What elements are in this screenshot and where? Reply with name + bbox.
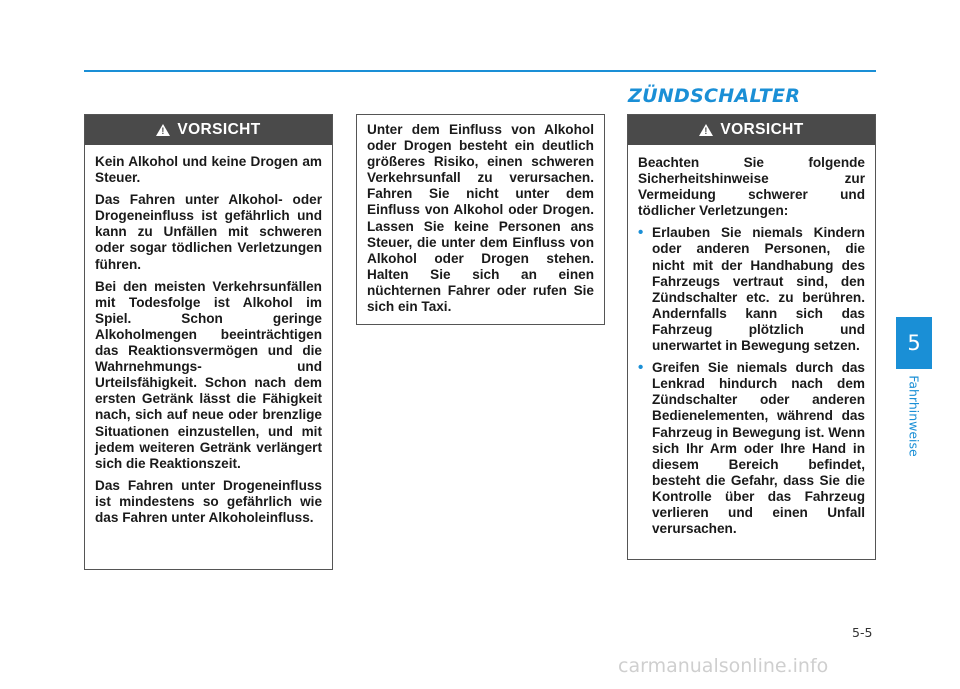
paragraph: Bei den meisten Verkehrsunfällen mit Todesfolge ist Alkohol im Spiel. Schon geringe Alkoholmengen beeinträchtigen das Reaktionsvermögen und die Wahrnehmungs- und Urteilsfähigkeit. Schon nach dem ersten Getränk lässt die Fähigkeit nach, sich auf neue oder brenzlige Situationen einzustellen, und mit jedem weiteren Getränk verlängert sich die Reaktionszeit. — [95, 278, 322, 471]
warning-box-body — [85, 145, 332, 540]
warning-box-title: VORSICHT — [720, 121, 804, 138]
bullet-list — [638, 225, 865, 537]
warning-box-header — [628, 115, 875, 145]
intro-paragraph: Beachten Sie folgende Sicherheitshinweise zur Vermeidung schwerer und tödlicher Verletzungen: — [638, 155, 865, 219]
list-item: • Greifen Sie niemals durch das Lenkrad hindurch nach dem Zündschalter oder anderen Bedienelementen, während das Fahrzeug in Bewegung ist. Wenn sich Ihr Arm oder Ihre Hand in diesem Bereich befindet, besteht die Gefahr, dass Sie die Kontrolle über das Fahrzeug verlieren und einen Unfall verursachen. — [638, 360, 865, 537]
paragraph: Das Fahren unter Drogeneinfluss ist mindestens so gefährlich wie das Fahren unter Alkoholeinfluss. — [95, 477, 322, 525]
paragraph: Unter dem Einfluss von Alkohol oder Drogen besteht ein deutlich größeres Risiko, einen schweren Verkehrsunfall zu verursachen. Fahren Sie nicht unter dem Einfluss von Alkohol oder Drogen. Lassen Sie keine Personen ans Steuer, die unter dem Einfluss von Alkohol oder Drogen stehen. Halten Sie sich an einen nüchternen Fahrer oder rufen Sie sich ein Taxi. — [367, 122, 594, 315]
warning-box-continuation — [356, 114, 605, 325]
warning-box-left — [84, 114, 333, 570]
paragraph: Das Fahren unter Alkohol- oder Drogeneinfluss ist gefährlich und kann zu Unfällen mit schweren oder sogar tödlichen Verletzungen führen. — [95, 192, 322, 272]
header-rule — [84, 70, 876, 72]
warning-box-right — [627, 114, 876, 560]
warning-box-header — [85, 115, 332, 145]
paragraph: Kein Alkohol und keine Drogen am Steuer. — [95, 154, 322, 186]
section-title: ZÜNDSCHALTER — [628, 85, 801, 107]
watermark: carmanualsonline.info — [618, 655, 829, 677]
chapter-tab: 5 — [896, 317, 932, 369]
warning-triangle-icon: ! — [156, 124, 170, 136]
chapter-tab-label: Fahrhinweise — [906, 375, 922, 457]
warning-box-title: VORSICHT — [177, 121, 261, 138]
warning-triangle-icon: ! — [699, 124, 713, 136]
list-item: • Erlauben Sie niemals Kindern oder anderen Personen, die nicht mit der Handhabung des Fahrzeugs vertraut sind, den Zündschalter etc. zu berühren. Andernfalls kann sich das Fahrzeug plötzlich und unerwartet in Bewegung setzen. — [638, 225, 865, 354]
page-number: 5-5 — [852, 625, 873, 640]
warning-box-body — [628, 145, 875, 551]
chapter-tab-label-wrap — [906, 376, 922, 456]
continuation-body — [357, 115, 604, 329]
